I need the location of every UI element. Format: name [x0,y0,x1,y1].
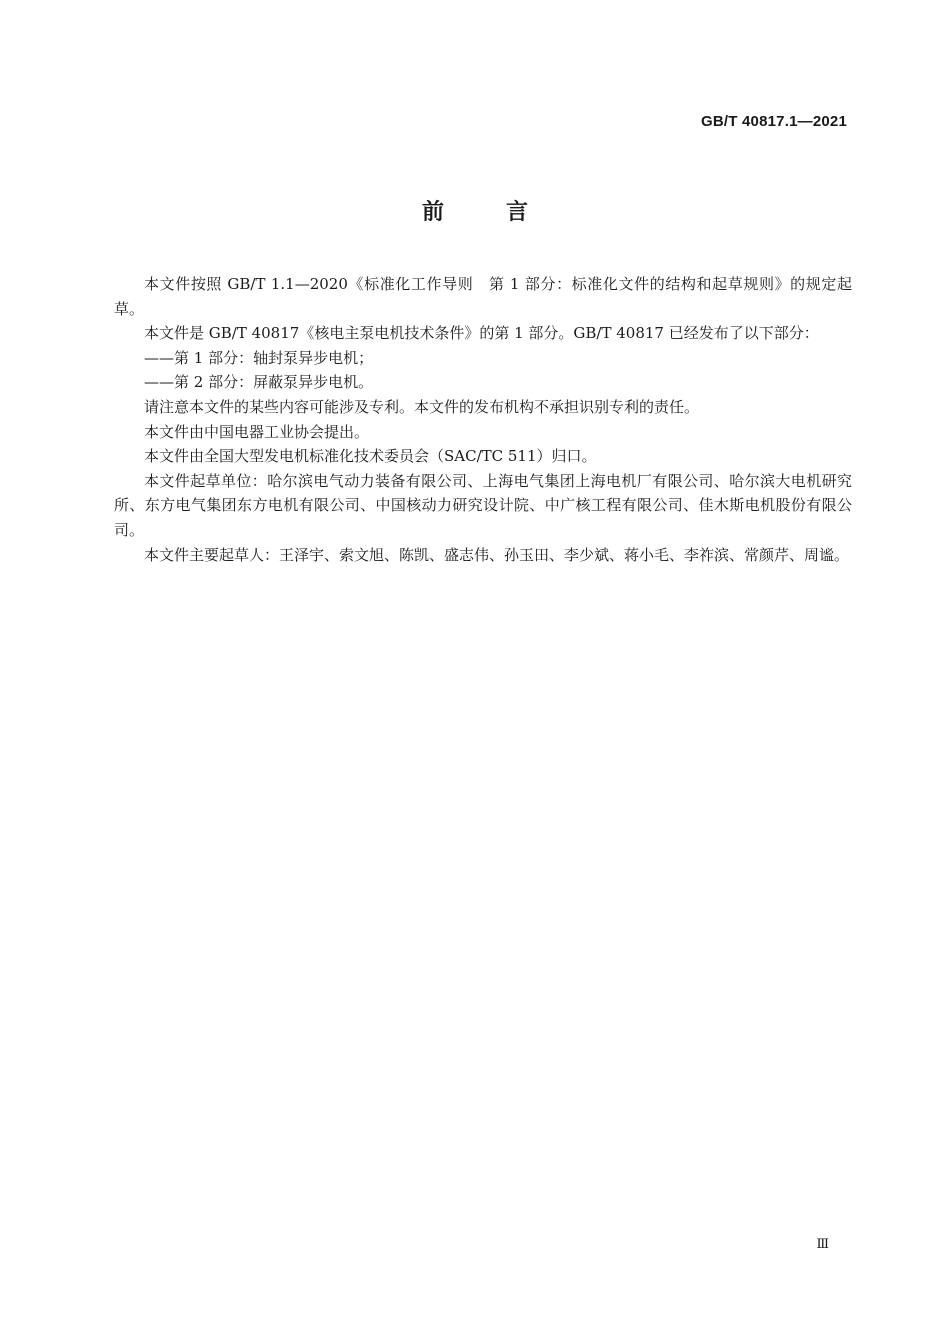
page-number: Ⅲ [816,1237,829,1252]
paragraph-drafting-units: 本文件起草单位：哈尔滨电气动力装备有限公司、上海电气集团上海电机厂有限公司、哈尔滨大电机研究所、东方电气集团东方电机有限公司、中国核动力研究设计院、中广核工程有限公司、佳木斯电机股份有限公司。 [114,471,852,539]
page-title: 前言 [421,200,590,225]
paragraph-drafters: 本文件主要起草人：王泽宇、索文旭、陈凯、盛志伟、孙玉田、李少斌、蒋小毛、李祚滨、常颜芹、周谧。 [144,545,850,564]
standard-number: GB/T 40817.1—2021 [701,113,847,130]
paragraph-part-overview: 本文件是 GB/T 40817《核电主泵电机技术条件》的第 1 部分。GB/T 40817 已经发布了以下部分： [144,324,819,343]
paragraph-technical-committee: 本文件由全国大型发电机标准化技术委员会（SAC/TC 511）归口。 [144,447,597,466]
list-item-part-2: ——第 2 部分：屏蔽泵异步电机。 [144,373,374,392]
paragraph-proposer: 本文件由中国电器工业协会提出。 [144,422,370,441]
paragraph-drafting-rules: 本文件按照 GB/T 1.1—2020《标准化工作导则 第 1 部分：标准化文件的结构和起草规则》的规定起草。 [114,275,852,318]
foreword-body [114,272,852,567]
list-item-part-1: ——第 1 部分：轴封泵异步电机； [144,348,374,367]
paragraph-patent-notice: 请注意本文件的某些内容可能涉及专利。本文件的发布机构不承担识别专利的责任。 [144,397,700,416]
